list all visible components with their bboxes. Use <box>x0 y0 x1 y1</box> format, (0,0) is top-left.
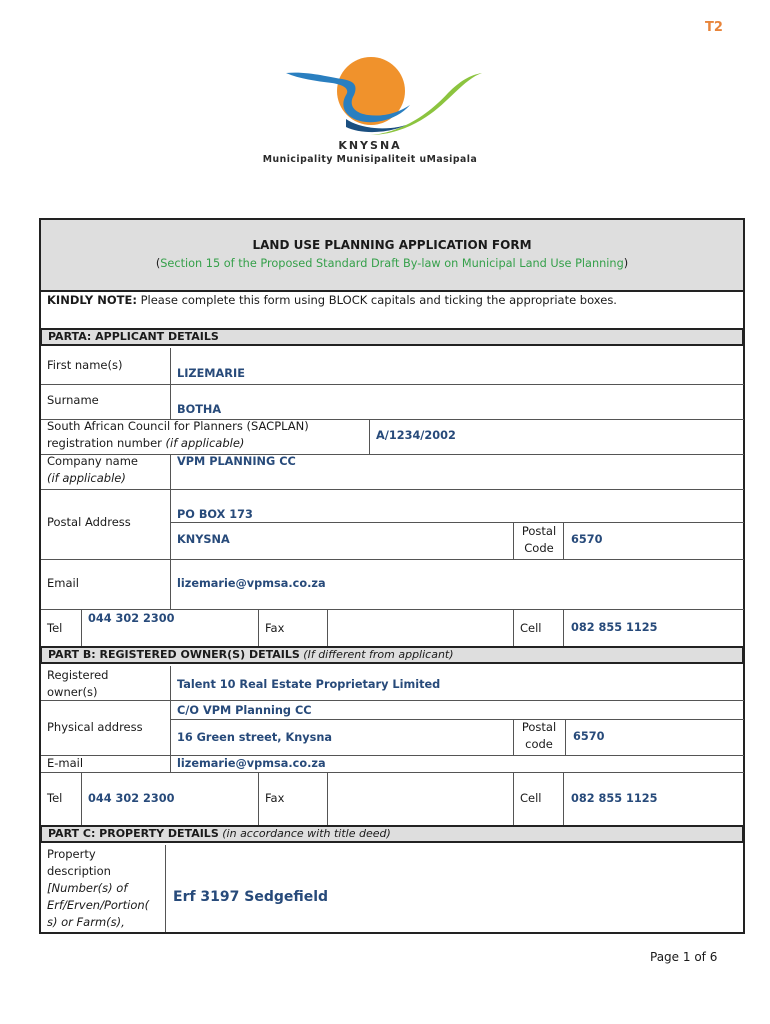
divider <box>81 609 82 646</box>
company-label: Company name (if applicable) <box>47 454 138 485</box>
first-name-label: First name(s) <box>47 358 123 372</box>
page-number: Page 1 of 6 <box>650 950 718 964</box>
logo-name: KNYSNA <box>338 139 402 152</box>
divider <box>258 609 259 646</box>
company-field[interactable]: VPM PLANNING CC <box>177 455 296 468</box>
knysna-logo <box>250 55 490 170</box>
document-code: T2 <box>705 20 723 35</box>
sacplan-field[interactable]: A/1234/2002 <box>376 429 456 442</box>
divider <box>41 384 744 385</box>
email-field[interactable]: lizemarie@vpmsa.co.za <box>177 577 326 590</box>
postal-address-line-2[interactable]: KNYSNA <box>177 533 230 546</box>
owner-tel-field[interactable]: 044 302 2300 <box>88 792 175 805</box>
divider <box>258 772 259 825</box>
kindly-note: KINDLY NOTE: Please complete this form using BLOCK capitals and ticking the appropriate boxes. <box>47 293 617 307</box>
owner-fax-label: Fax <box>265 791 285 805</box>
divider <box>327 772 328 825</box>
tel-field[interactable]: 044 302 2300 <box>88 612 175 625</box>
divider <box>165 845 166 932</box>
divider <box>41 772 744 773</box>
physical-address-line-1[interactable]: C/O VPM Planning CC <box>177 704 312 717</box>
form-title: LAND USE PLANNING APPLICATION FORM <box>252 238 532 252</box>
divider <box>563 609 564 646</box>
property-description-label: Property description [Number(s) of Erf/Erven/Portion( s) or Farm(s), <box>47 847 150 929</box>
divider <box>41 489 744 490</box>
owner-field[interactable]: Talent 10 Real Estate Proprietary Limited <box>177 678 441 691</box>
owner-tel-label: Tel <box>47 791 63 805</box>
owner-cell-label: Cell <box>520 791 542 805</box>
divider <box>563 522 564 559</box>
divider <box>170 454 171 609</box>
divider <box>563 772 564 825</box>
form-subtitle: (Section 15 of the Proposed Standard Draft By-law on Municipal Land Use Planning) <box>155 257 629 270</box>
divider <box>565 719 566 755</box>
logo-tagline: Municipality Munisipaliteit uMasipala <box>262 154 478 165</box>
owner-postal-code-field[interactable]: 6570 <box>573 730 605 743</box>
owner-postal-code-label: Postal code <box>521 720 557 751</box>
tel-label: Tel <box>47 621 63 635</box>
knysna-emblem <box>250 55 490 137</box>
form-header <box>41 220 743 290</box>
divider <box>170 522 744 523</box>
sacplan-label: South African Council for Planners (SACPLAN) registration number (if applicable) <box>47 419 309 450</box>
cell-field[interactable]: 082 855 1125 <box>571 621 658 634</box>
owner-email-field[interactable]: lizemarie@vpmsa.co.za <box>177 757 326 770</box>
divider <box>41 609 744 610</box>
surname-label: Surname <box>47 393 99 407</box>
part-c-heading: PART C: PROPERTY DETAILS (in accordance with title deed) <box>40 825 744 843</box>
divider <box>170 719 744 720</box>
divider <box>41 559 744 560</box>
postal-code-label: Postal Code <box>521 524 557 555</box>
postal-address-label: Postal Address <box>47 515 131 529</box>
owner-email-label: E-mail <box>47 756 84 770</box>
divider <box>41 755 744 756</box>
divider <box>81 772 82 825</box>
postal-code-field[interactable]: 6570 <box>571 533 603 546</box>
postal-address-line-1[interactable]: PO BOX 173 <box>177 508 253 521</box>
first-name-field[interactable]: LIZEMARIE <box>177 367 245 380</box>
property-description-field[interactable]: Erf 3197 Sedgefield <box>173 889 329 905</box>
fax-label: Fax <box>265 621 285 635</box>
divider <box>41 454 744 455</box>
divider <box>170 348 171 419</box>
divider <box>41 700 744 701</box>
divider <box>513 609 514 646</box>
owner-label: Registered owner(s) <box>47 668 109 699</box>
email-label: Email <box>47 576 79 590</box>
physical-address-line-2[interactable]: 16 Green street, Knysna <box>177 731 332 744</box>
divider <box>327 609 328 646</box>
physical-address-label: Physical address <box>47 720 143 734</box>
divider <box>513 719 514 755</box>
divider <box>170 666 171 772</box>
divider <box>513 522 514 559</box>
part-a-heading: PARTA: APPLICANT DETAILS <box>40 328 744 346</box>
surname-field[interactable]: BOTHA <box>177 403 222 416</box>
part-b-heading: PART B: REGISTERED OWNER(S) DETAILS (If different from applicant) <box>40 646 744 664</box>
form-bottom-border <box>39 932 745 934</box>
owner-cell-field[interactable]: 082 855 1125 <box>571 792 658 805</box>
cell-label: Cell <box>520 621 542 635</box>
divider <box>513 772 514 825</box>
divider <box>41 290 744 292</box>
divider <box>369 419 370 454</box>
